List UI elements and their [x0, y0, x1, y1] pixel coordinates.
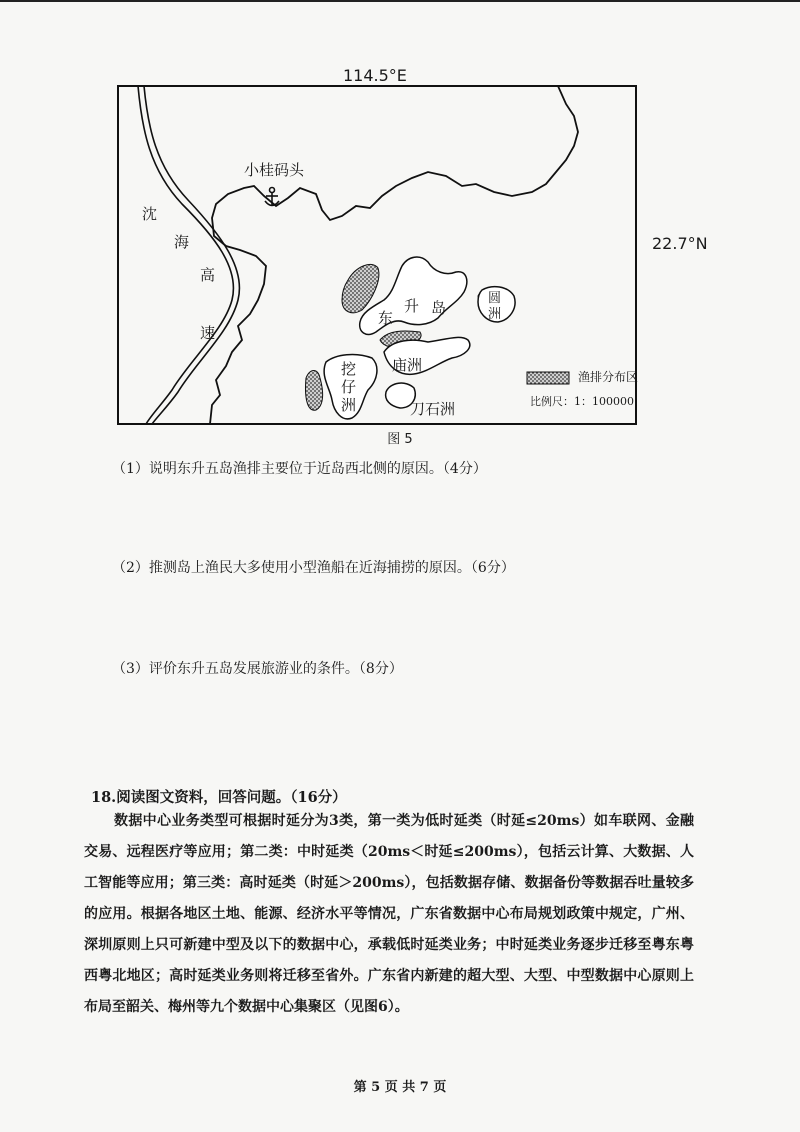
legend-label: 渔排分布区	[578, 370, 639, 384]
longitude-label: 114.5°E	[343, 66, 407, 85]
page-footer: 第 5 页 共 7 页	[353, 1080, 447, 1095]
figure-caption: 图 5	[387, 432, 413, 447]
anchor-icon	[265, 188, 279, 207]
map-figure	[0, 60, 800, 450]
miaozhou-label: 庙洲	[392, 356, 423, 374]
highway-label-char: 沈	[142, 205, 158, 223]
question-18-title: 18.阅读图文资料，回答问题。（16分）	[91, 789, 347, 806]
highway-label-char: 速	[200, 324, 216, 342]
material-paragraph: 数据中心业务类型可根据时延分为3类，第一类为低时延类（时延≤20ms）如车联网、金融交易、远程医疗等应用；第二类：中时延类（20ms＜时延≤200ms），包括云计算、大数据、人工智能等应用；第三类：高时延类（时延＞200ms），包括数据存储、数据备份等数据吞吐量较多的应用。根据各地区土地、能源、经济水平等情况，广东省数据中心布局规划政策中规定，广州、深圳原则上只可新建中型及以下的数据中心，承载低时延类业务；中时延类业务逐步迁移至粤东粤西粤北地区；高时延类业务则将迁移至省外。广东省内新建的超大型、大型、中型数据中心原则上布局至韶关、梅州等九个数据中心集聚区（见图6）。	[84, 813, 694, 1015]
island-label-char: 仔	[341, 378, 357, 396]
fish-raft-area	[342, 264, 379, 312]
question-3: （3）评价东升五岛发展旅游业的条件。（8分）	[112, 661, 403, 677]
page-top-border	[0, 0, 800, 2]
map-drawing	[0, 60, 800, 450]
island-label-char: 洲	[488, 307, 502, 322]
island-label-char: 东	[378, 309, 394, 327]
highway-label-char: 海	[174, 233, 190, 251]
island-label-char: 岛	[431, 299, 447, 317]
pier-label: 小桂码头	[244, 161, 305, 179]
highway-label-char: 高	[200, 266, 216, 284]
island-label-char: 挖	[341, 360, 357, 378]
fish-raft-area	[305, 371, 322, 411]
island-label-char: 洲	[341, 396, 357, 414]
island-label-char: 圆	[488, 291, 502, 306]
legend-swatch	[527, 372, 569, 384]
scale-label: 比例尺：1：100000	[530, 395, 634, 408]
question-1: （1）说明东升五岛渔排主要位于近岛西北侧的原因。（4分）	[112, 461, 487, 477]
question-2: （2）推测岛上渔民大多使用小型渔船在近海捕捞的原因。（6分）	[112, 560, 515, 576]
question-18-material	[84, 806, 694, 1023]
daoshizhou-label: 刀石洲	[410, 400, 456, 418]
island-label-char: 升	[404, 297, 420, 315]
latitude-label: 22.7°N	[652, 234, 708, 253]
